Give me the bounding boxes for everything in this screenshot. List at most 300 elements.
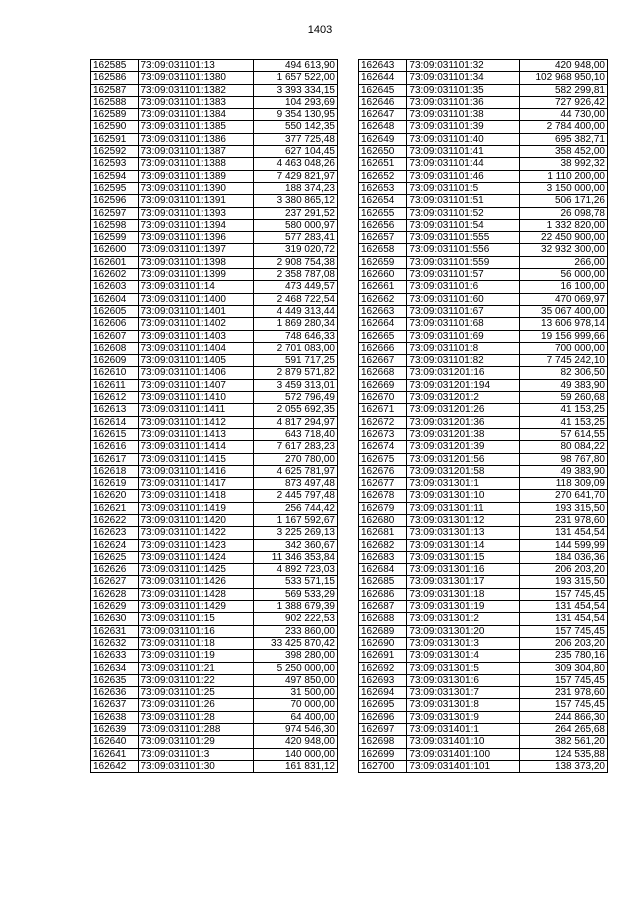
row-number: 162615 <box>91 428 139 440</box>
cadastral-number: 73:09:031101:57 <box>407 269 520 281</box>
row-number: 162688 <box>359 613 407 625</box>
row-number: 162689 <box>359 625 407 637</box>
table-row <box>359 662 608 674</box>
cadastral-value: 98 767,80 <box>520 453 608 465</box>
row-number: 162607 <box>91 330 139 342</box>
cadastral-value: 9 354 130,95 <box>253 109 338 121</box>
row-number: 162683 <box>359 551 407 563</box>
row-number: 162661 <box>359 281 407 293</box>
cadastral-number: 73:09:031101:1410 <box>138 392 253 404</box>
cadastral-value: 206 203,20 <box>520 637 608 649</box>
row-number: 162594 <box>91 170 139 182</box>
cadastral-number: 73:09:031201:194 <box>407 379 520 391</box>
table-row <box>359 72 608 84</box>
cadastral-number: 73:09:031101:34 <box>407 72 520 84</box>
cadastral-number: 73:09:031101:1424 <box>138 551 253 563</box>
cadastral-value: 506 171,26 <box>520 195 608 207</box>
cadastral-number: 73:09:031101:18 <box>138 637 253 649</box>
table-row <box>359 748 608 760</box>
row-number: 162592 <box>91 146 139 158</box>
cadastral-number: 73:09:031101:1383 <box>138 96 253 108</box>
cadastral-value: 49 383,90 <box>520 379 608 391</box>
table-row <box>359 416 608 428</box>
table-row <box>359 699 608 711</box>
cadastral-value: 1 388 679,39 <box>253 601 338 613</box>
table-row <box>359 564 608 576</box>
cadastral-value: 231 978,60 <box>520 687 608 699</box>
cadastral-value: 7 745 242,10 <box>520 355 608 367</box>
cadastral-value: 22 450 900,00 <box>520 232 608 244</box>
table-row <box>359 244 608 256</box>
table-row <box>359 60 608 72</box>
cadastral-value: 4 625 781,97 <box>253 465 338 477</box>
cadastral-number: 73:09:031101:1423 <box>138 539 253 551</box>
row-number: 162602 <box>91 269 139 281</box>
row-number: 162640 <box>91 736 139 748</box>
cadastral-value: 627 104,45 <box>253 146 338 158</box>
table-row <box>359 674 608 686</box>
cadastral-number: 73:09:031101:36 <box>407 96 520 108</box>
cadastral-number: 73:09:031101:1413 <box>138 428 253 440</box>
cadastral-value: 35 067 400,00 <box>520 305 608 317</box>
table-row <box>359 232 608 244</box>
row-number: 162636 <box>91 687 139 699</box>
row-number: 162698 <box>359 736 407 748</box>
cadastral-value: 5 250 000,00 <box>253 662 338 674</box>
row-number: 162603 <box>91 281 139 293</box>
row-number: 162646 <box>359 96 407 108</box>
cadastral-value: 157 745,45 <box>520 699 608 711</box>
table-row <box>359 613 608 625</box>
table-row <box>91 637 338 649</box>
table-row <box>91 170 338 182</box>
cadastral-number: 73:09:031201:16 <box>407 367 520 379</box>
cadastral-number: 73:09:031301:13 <box>407 527 520 539</box>
row-number: 162597 <box>91 207 139 219</box>
table-row <box>359 109 608 121</box>
cadastral-number: 73:09:031101:1387 <box>138 146 253 158</box>
row-number: 162606 <box>91 318 139 330</box>
registry-table-right <box>358 59 608 773</box>
cadastral-value: 727 926,42 <box>520 96 608 108</box>
row-number: 162679 <box>359 502 407 514</box>
table-row <box>359 687 608 699</box>
cadastral-number: 73:09:031101:1384 <box>138 109 253 121</box>
cadastral-number: 73:09:031101:40 <box>407 133 520 145</box>
table-row <box>359 736 608 748</box>
table-row <box>359 195 608 207</box>
cadastral-number: 73:09:031101:26 <box>138 699 253 711</box>
cadastral-value: 11 346 353,84 <box>253 551 338 563</box>
cadastral-number: 73:09:031301:10 <box>407 490 520 502</box>
row-number: 162665 <box>359 330 407 342</box>
row-number: 162664 <box>359 318 407 330</box>
cadastral-value: 16 100,00 <box>520 281 608 293</box>
cadastral-value: 342 360,67 <box>253 539 338 551</box>
cadastral-value: 582 299,81 <box>520 84 608 96</box>
row-number: 162586 <box>91 72 139 84</box>
table-row <box>91 305 338 317</box>
table-row <box>91 318 338 330</box>
row-number: 162671 <box>359 404 407 416</box>
table-row <box>359 367 608 379</box>
cadastral-number: 73:09:031101:15 <box>138 613 253 625</box>
table-row <box>91 514 338 526</box>
table-row <box>91 613 338 625</box>
table-row <box>359 392 608 404</box>
cadastral-value: 138 373,20 <box>520 760 608 772</box>
table-row <box>91 539 338 551</box>
cadastral-number: 73:09:031101:22 <box>138 674 253 686</box>
cadastral-value: 420 948,00 <box>520 60 608 72</box>
table-row <box>359 293 608 305</box>
cadastral-value: 235 780,16 <box>520 650 608 662</box>
row-number: 162645 <box>359 84 407 96</box>
cadastral-number: 73:09:031101:3 <box>138 748 253 760</box>
table-row <box>359 84 608 96</box>
table-row <box>359 514 608 526</box>
cadastral-number: 73:09:031101:51 <box>407 195 520 207</box>
cadastral-value: 748 646,33 <box>253 330 338 342</box>
table-row <box>91 379 338 391</box>
row-number: 162589 <box>91 109 139 121</box>
table-row <box>359 146 608 158</box>
row-number: 162651 <box>359 158 407 170</box>
row-number: 162660 <box>359 269 407 281</box>
row-number: 162653 <box>359 182 407 194</box>
cadastral-number: 73:09:031101:1385 <box>138 121 253 133</box>
row-number: 162605 <box>91 305 139 317</box>
table-row <box>91 465 338 477</box>
table-row <box>91 281 338 293</box>
cadastral-number: 73:09:031301:19 <box>407 601 520 613</box>
cadastral-value: 533 571,15 <box>253 576 338 588</box>
row-number: 162669 <box>359 379 407 391</box>
table-row <box>91 711 338 723</box>
cadastral-number: 73:09:031301:4 <box>407 650 520 662</box>
cadastral-number: 73:09:031101:8 <box>407 342 520 354</box>
cadastral-value: 398 280,00 <box>253 650 338 662</box>
row-number: 162657 <box>359 232 407 244</box>
cadastral-number: 73:09:031101:1391 <box>138 195 253 207</box>
table-row <box>91 551 338 563</box>
cadastral-number: 73:09:031101:41 <box>407 146 520 158</box>
cadastral-number: 73:09:031101:1389 <box>138 170 253 182</box>
table-body-right <box>359 60 608 773</box>
row-number: 162642 <box>91 760 139 772</box>
row-number: 162673 <box>359 428 407 440</box>
row-number: 162613 <box>91 404 139 416</box>
table-row <box>91 416 338 428</box>
cadastral-number: 73:09:031301:8 <box>407 699 520 711</box>
cadastral-number: 73:09:031201:38 <box>407 428 520 440</box>
cadastral-value: 264 265,68 <box>520 724 608 736</box>
table-row <box>359 539 608 551</box>
cadastral-number: 73:09:031101:1417 <box>138 478 253 490</box>
table-row <box>91 182 338 194</box>
cadastral-value: 161 831,12 <box>253 760 338 772</box>
table-row <box>359 527 608 539</box>
table-row <box>359 588 608 600</box>
table-row <box>359 133 608 145</box>
cadastral-value: 4 463 048,26 <box>253 158 338 170</box>
table-row <box>91 330 338 342</box>
cadastral-number: 73:09:031101:44 <box>407 158 520 170</box>
cadastral-value: 131 454,54 <box>520 601 608 613</box>
row-number: 162644 <box>359 72 407 84</box>
cadastral-value: 470 069,97 <box>520 293 608 305</box>
cadastral-value: 32 932 300,00 <box>520 244 608 256</box>
cadastral-number: 73:09:031301:20 <box>407 625 520 637</box>
table-row <box>91 256 338 268</box>
cadastral-value: 193 315,50 <box>520 576 608 588</box>
cadastral-number: 73:09:031101:1405 <box>138 355 253 367</box>
table-row <box>359 551 608 563</box>
cadastral-number: 73:09:031101:1404 <box>138 342 253 354</box>
cadastral-number: 73:09:031101:1394 <box>138 219 253 231</box>
cadastral-number: 73:09:031101:19 <box>138 650 253 662</box>
row-number: 162675 <box>359 453 407 465</box>
cadastral-value: 1 869 280,34 <box>253 318 338 330</box>
row-number: 162596 <box>91 195 139 207</box>
row-number: 162611 <box>91 379 139 391</box>
row-number: 162687 <box>359 601 407 613</box>
cadastral-value: 41 153,25 <box>520 404 608 416</box>
table-row <box>91 158 338 170</box>
row-number: 162643 <box>359 60 407 72</box>
table-row <box>359 711 608 723</box>
table-row <box>91 564 338 576</box>
row-number: 162585 <box>91 60 139 72</box>
cadastral-value: 59 260,68 <box>520 392 608 404</box>
table-row <box>91 195 338 207</box>
row-number: 162624 <box>91 539 139 551</box>
cadastral-number: 73:09:031101:21 <box>138 662 253 674</box>
cadastral-value: 1 332 820,00 <box>520 219 608 231</box>
cadastral-value: 1 110 200,00 <box>520 170 608 182</box>
row-number: 162635 <box>91 674 139 686</box>
row-number: 162614 <box>91 416 139 428</box>
table-row <box>91 724 338 736</box>
table-row <box>91 232 338 244</box>
row-number: 162682 <box>359 539 407 551</box>
cadastral-value: 33 425 870,42 <box>253 637 338 649</box>
row-number: 162609 <box>91 355 139 367</box>
cadastral-value: 140 000,00 <box>253 748 338 760</box>
cadastral-number: 73:09:031101:1412 <box>138 416 253 428</box>
cadastral-value: 19 156 999,66 <box>520 330 608 342</box>
table-row <box>359 465 608 477</box>
table-row <box>359 121 608 133</box>
cadastral-value: 118 309,09 <box>520 478 608 490</box>
row-number: 162684 <box>359 564 407 576</box>
cadastral-value: 902 222,53 <box>253 613 338 625</box>
row-number: 162668 <box>359 367 407 379</box>
cadastral-value: 4 892 723,03 <box>253 564 338 576</box>
cadastral-value: 3 393 334,15 <box>253 84 338 96</box>
table-row <box>91 293 338 305</box>
table-row <box>91 601 338 613</box>
table-row <box>359 601 608 613</box>
row-number: 162625 <box>91 551 139 563</box>
cadastral-number: 73:09:031201:56 <box>407 453 520 465</box>
cadastral-number: 73:09:031101:25 <box>138 687 253 699</box>
table-row <box>91 355 338 367</box>
cadastral-value: 49 383,90 <box>520 465 608 477</box>
cadastral-value: 26 098,78 <box>520 207 608 219</box>
row-number: 162695 <box>359 699 407 711</box>
cadastral-number: 73:09:031201:39 <box>407 441 520 453</box>
cadastral-value: 82 306,50 <box>520 367 608 379</box>
cadastral-number: 73:09:031101:60 <box>407 293 520 305</box>
cadastral-value: 473 449,57 <box>253 281 338 293</box>
table-row <box>91 342 338 354</box>
row-number: 162650 <box>359 146 407 158</box>
registry-table-left <box>90 59 338 773</box>
cadastral-number: 73:09:031101:39 <box>407 121 520 133</box>
table-row <box>359 318 608 330</box>
row-number: 162649 <box>359 133 407 145</box>
row-number: 162626 <box>91 564 139 576</box>
cadastral-value: 13 606 978,14 <box>520 318 608 330</box>
cadastral-number: 73:09:031101:1428 <box>138 588 253 600</box>
cadastral-number: 73:09:031101:54 <box>407 219 520 231</box>
table-row <box>91 96 338 108</box>
cadastral-number: 73:09:031201:26 <box>407 404 520 416</box>
table-row <box>91 478 338 490</box>
row-number: 162697 <box>359 724 407 736</box>
row-number: 162612 <box>91 392 139 404</box>
cadastral-number: 73:09:031401:100 <box>407 748 520 760</box>
cadastral-value: 319 020,72 <box>253 244 338 256</box>
cadastral-value: 4 817 294,97 <box>253 416 338 428</box>
cadastral-number: 73:09:031301:2 <box>407 613 520 625</box>
cadastral-number: 73:09:031101:5 <box>407 182 520 194</box>
cadastral-number: 73:09:031401:1 <box>407 724 520 736</box>
table-row <box>359 256 608 268</box>
row-number: 162662 <box>359 293 407 305</box>
row-number: 162588 <box>91 96 139 108</box>
cadastral-value: 44 730,00 <box>520 109 608 121</box>
row-number: 162655 <box>359 207 407 219</box>
table-row <box>91 760 338 772</box>
cadastral-number: 73:09:031301:17 <box>407 576 520 588</box>
cadastral-value: 188 374,23 <box>253 182 338 194</box>
cadastral-value: 233 860,00 <box>253 625 338 637</box>
cadastral-value: 420 948,00 <box>253 736 338 748</box>
cadastral-number: 73:09:031101:1401 <box>138 305 253 317</box>
cadastral-number: 73:09:031101:1396 <box>138 232 253 244</box>
table-row <box>359 576 608 588</box>
cadastral-number: 73:09:031101:556 <box>407 244 520 256</box>
table-row <box>359 305 608 317</box>
table-row <box>91 625 338 637</box>
table-row <box>359 281 608 293</box>
row-number: 162619 <box>91 478 139 490</box>
row-number: 162656 <box>359 219 407 231</box>
cadastral-value: 577 283,41 <box>253 232 338 244</box>
cadastral-value: 157 745,45 <box>520 625 608 637</box>
row-number: 162672 <box>359 416 407 428</box>
cadastral-number: 73:09:031301:3 <box>407 637 520 649</box>
cadastral-number: 73:09:031101:68 <box>407 318 520 330</box>
table-row <box>359 219 608 231</box>
cadastral-number: 73:09:031101:38 <box>407 109 520 121</box>
cadastral-value: 974 546,30 <box>253 724 338 736</box>
table-row <box>91 674 338 686</box>
table-row <box>359 158 608 170</box>
cadastral-value: 1 657 522,00 <box>253 72 338 84</box>
cadastral-number: 73:09:031301:6 <box>407 674 520 686</box>
cadastral-number: 73:09:031101:67 <box>407 305 520 317</box>
table-row <box>91 269 338 281</box>
row-number: 162620 <box>91 490 139 502</box>
row-number: 162638 <box>91 711 139 723</box>
cadastral-number: 73:09:031101:35 <box>407 84 520 96</box>
table-row <box>359 342 608 354</box>
row-number: 162629 <box>91 601 139 613</box>
cadastral-value: 591 717,25 <box>253 355 338 367</box>
cadastral-value: 102 968 950,10 <box>520 72 608 84</box>
cadastral-value: 2 468 722,54 <box>253 293 338 305</box>
row-number: 162690 <box>359 637 407 649</box>
table-row <box>91 490 338 502</box>
row-number: 162685 <box>359 576 407 588</box>
row-number: 162618 <box>91 465 139 477</box>
cadastral-value: 695 382,71 <box>520 133 608 145</box>
row-number: 162676 <box>359 465 407 477</box>
cadastral-number: 73:09:031101:32 <box>407 60 520 72</box>
row-number: 162593 <box>91 158 139 170</box>
table-row <box>359 330 608 342</box>
row-number: 162658 <box>359 244 407 256</box>
cadastral-value: 231 978,60 <box>520 514 608 526</box>
table-row <box>91 588 338 600</box>
row-number: 162590 <box>91 121 139 133</box>
cadastral-value: 572 796,49 <box>253 392 338 404</box>
row-number: 162633 <box>91 650 139 662</box>
cadastral-number: 73:09:031101:6 <box>407 281 520 293</box>
cadastral-value: 80 084,22 <box>520 441 608 453</box>
cadastral-number: 73:09:031401:101 <box>407 760 520 772</box>
table-row <box>91 146 338 158</box>
row-number: 162631 <box>91 625 139 637</box>
table-row <box>91 687 338 699</box>
cadastral-number: 73:09:031101:14 <box>138 281 253 293</box>
cadastral-value: 2 358 787,08 <box>253 269 338 281</box>
row-number: 162641 <box>91 748 139 760</box>
cadastral-value: 497 850,00 <box>253 674 338 686</box>
cadastral-value: 256 744,42 <box>253 502 338 514</box>
table-row <box>359 182 608 194</box>
row-number: 162647 <box>359 109 407 121</box>
cadastral-value: 382 561,20 <box>520 736 608 748</box>
table-row <box>91 736 338 748</box>
row-number: 162680 <box>359 514 407 526</box>
cadastral-value: 38 992,32 <box>520 158 608 170</box>
cadastral-number: 73:09:031301:12 <box>407 514 520 526</box>
table-row <box>91 527 338 539</box>
row-number: 162621 <box>91 502 139 514</box>
table-row <box>359 428 608 440</box>
table-row <box>359 379 608 391</box>
cadastral-value: 157 745,45 <box>520 588 608 600</box>
table-row <box>91 109 338 121</box>
row-number: 162686 <box>359 588 407 600</box>
table-row <box>359 441 608 453</box>
table-body-left <box>91 60 338 773</box>
table-row <box>91 502 338 514</box>
